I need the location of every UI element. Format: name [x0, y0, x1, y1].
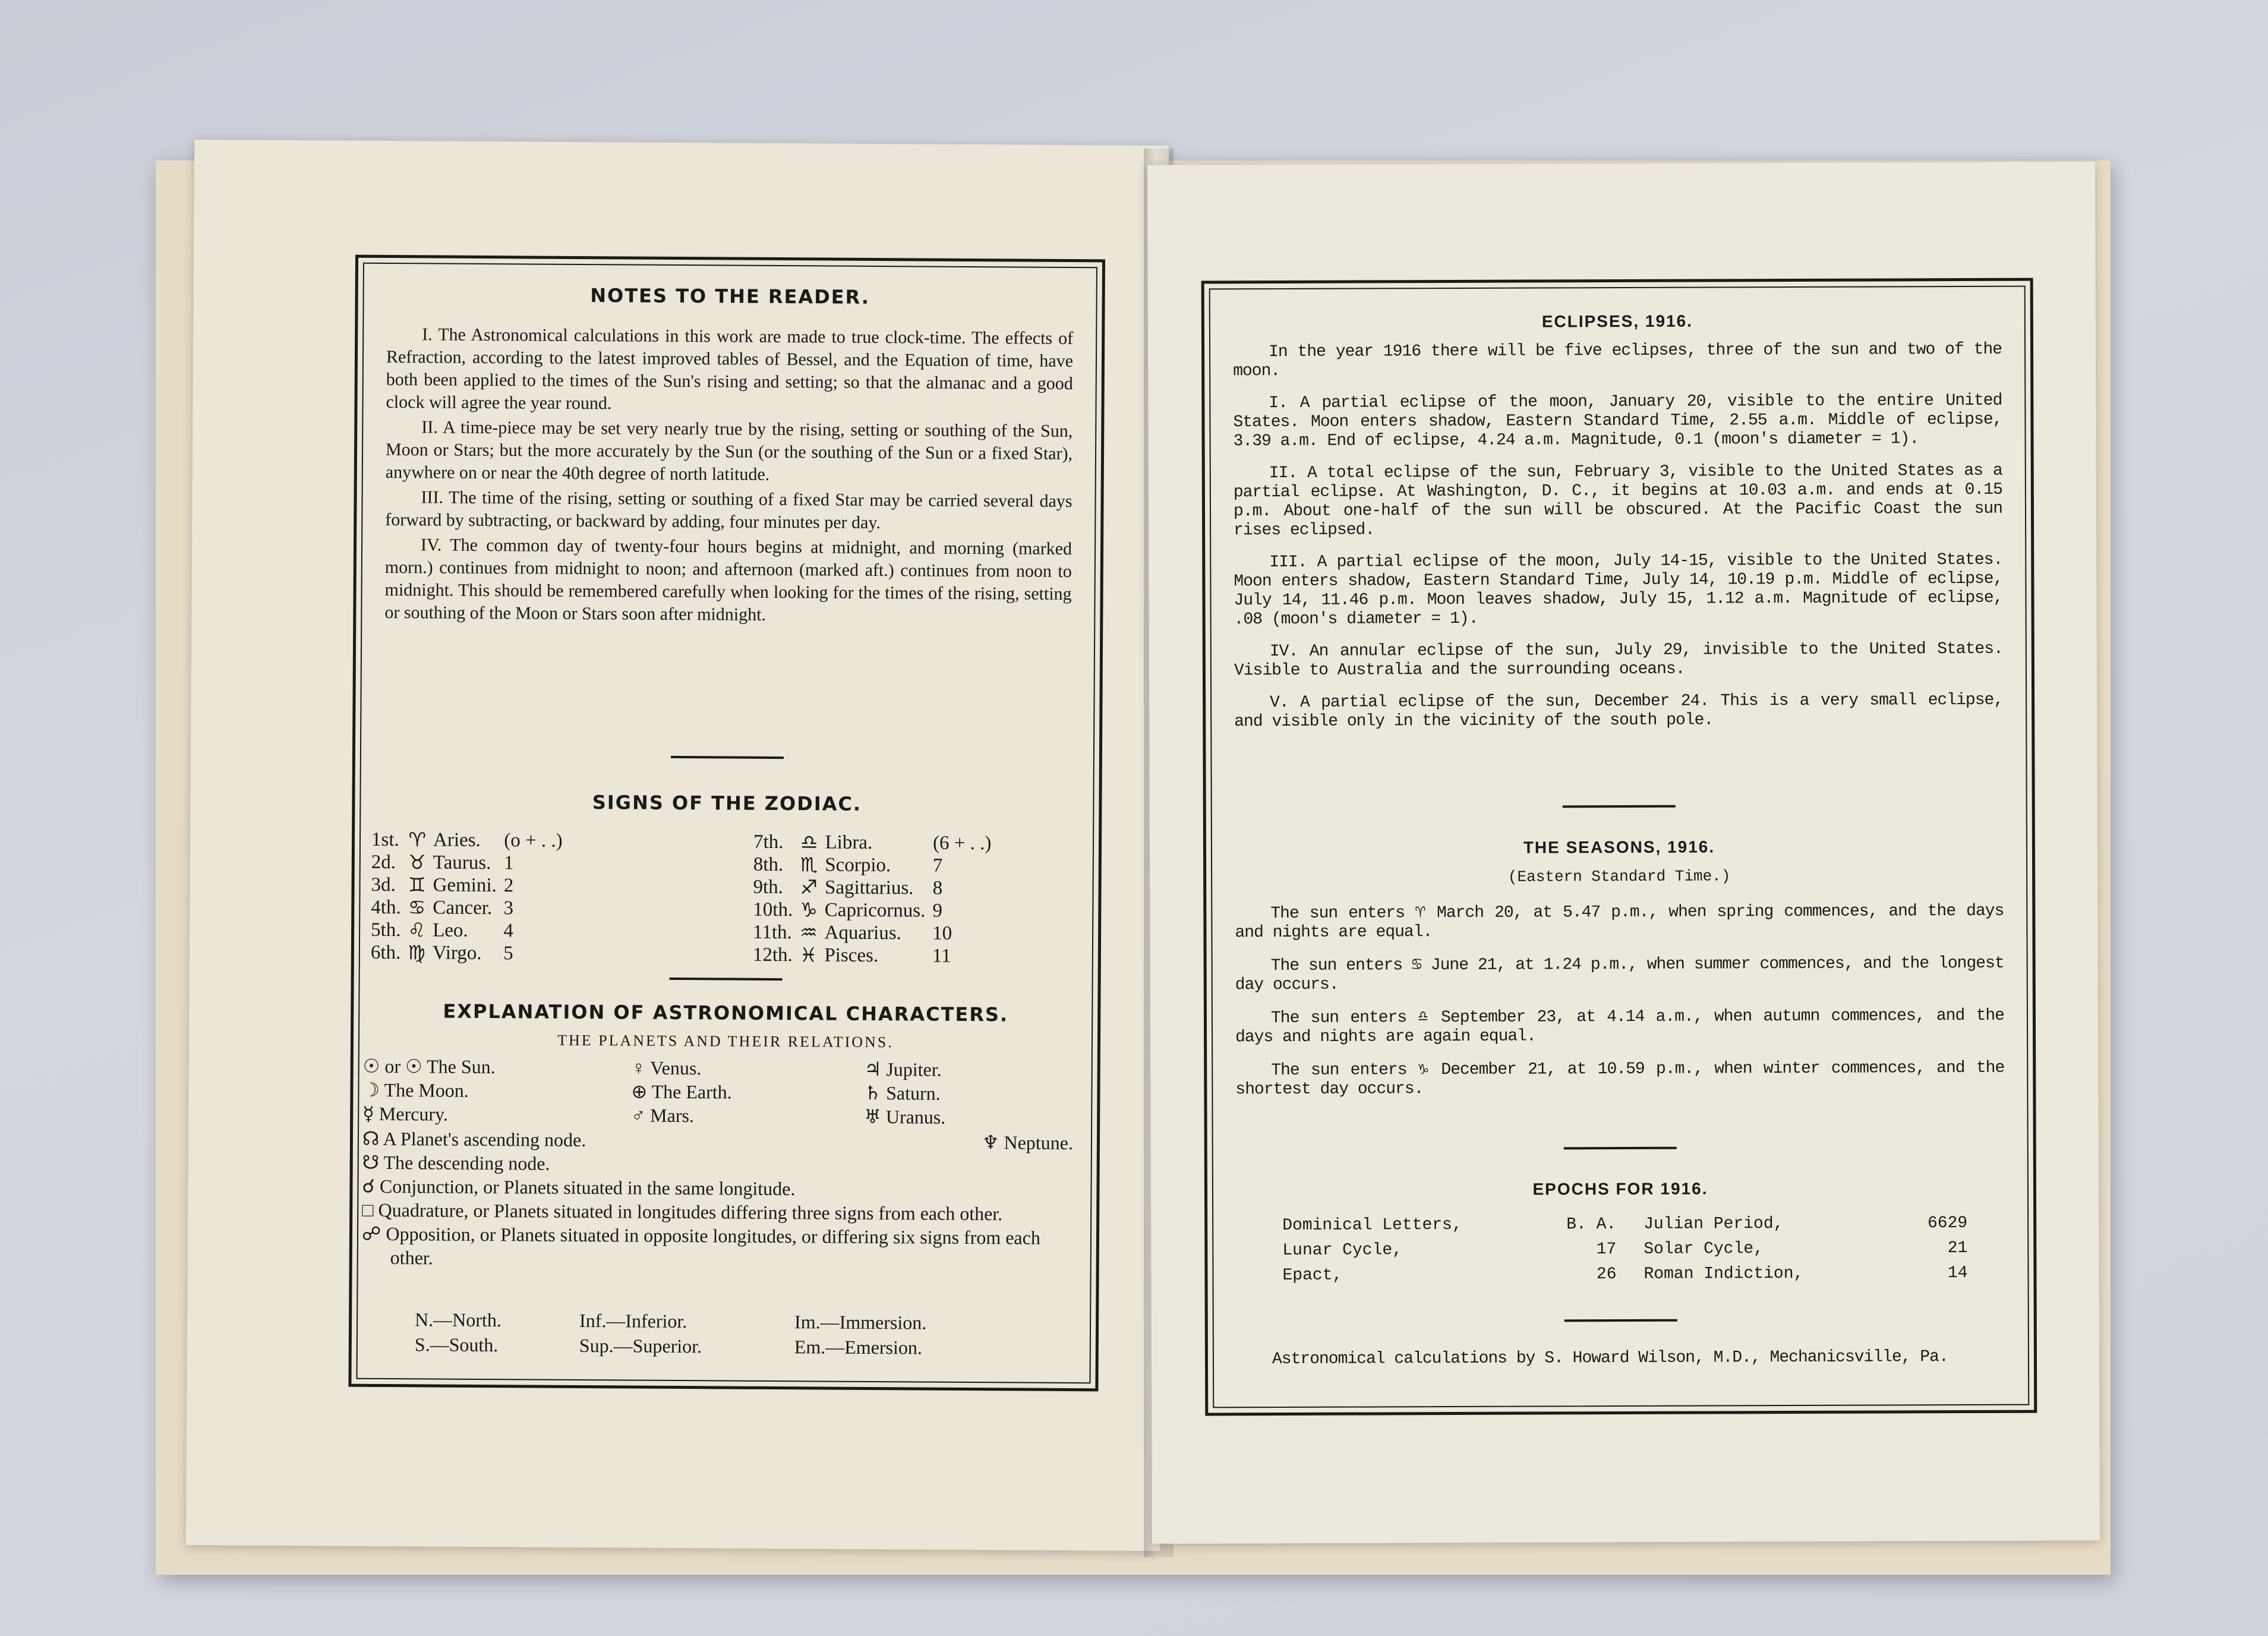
- capricorn-icon: ♑: [800, 898, 818, 922]
- seasons-body: [1235, 902, 2004, 1100]
- epoch-row: Lunar Cycle, 17 Solar Cycle, 21: [1282, 1238, 1968, 1260]
- seasons-title: THE SEASONS, 1916.: [1523, 837, 1715, 857]
- leo-icon: ♌: [408, 918, 426, 942]
- note-paragraph: II. A time-piece may be set very nearly true by the rising, setting or southing of the Sun, Moon or Stars; but the more accurately by the Sun (or the southing of the Sun or a fixed Star), anywhere on or near the 40th degree of north latitude.: [385, 417, 1073, 484]
- neptune-icon: ♆ Neptune.: [982, 1131, 1074, 1154]
- zodiac-row: 10th. ♑ Capricornus. 9: [753, 898, 943, 922]
- zodiac-row: 1st. ♈ Aries. (o + . .): [371, 828, 563, 852]
- epochs-title: EPOCHS FOR 1916.: [1532, 1179, 1708, 1199]
- abbreviation-row: S.—South. Sup.—Superior. Em.—Emersion.: [414, 1334, 923, 1358]
- eclipse-item: II. A total eclipse of the sun, February 3, visible to the United States as a partial eclipse. At Washington, D. C., it begins at 10.03 a.m. and ends at 0.15 p.m. About one-half of the sun will be obscured. At the Pacific Coast the sun rises eclipsed.: [1233, 461, 2003, 540]
- right-page-border: [1201, 278, 2037, 1416]
- planet-row: [359, 1054, 950, 1082]
- zodiac-row: 9th. ♐ Sagittarius. 8: [753, 875, 943, 899]
- zodiac-right-column: [749, 831, 995, 968]
- libra-icon: ♎: [800, 830, 818, 854]
- cancer-icon: ♋: [408, 896, 426, 919]
- eclipses-body: [1233, 341, 2003, 732]
- mercury-icon: ☿ Mercury.: [362, 1102, 449, 1125]
- seasons-subtitle: (Eastern Standard Time.): [1507, 867, 1731, 886]
- eclipse-item: IV. An annular eclipse of the sun, July 29, invisible to the United States. Visible to Australia and the surrounding oceans.: [1234, 639, 2003, 680]
- eclipse-item: III. A partial eclipse of the moon, July 14-15, visible to the United States. Moon enters shadow, Eastern Standard Time, July 14, 10.19 p.m. Middle of eclipse, July 14, 11.46 p.m. Moon leaves shadow, July 15, 1.12 a.m. Magnitude of eclipse, .08 (moon's diameter = 1).: [1234, 550, 2003, 629]
- zodiac-row: 2d. ♉ Taurus. 1: [371, 850, 514, 874]
- note-paragraph: IV. The common day of twenty-four hours begins at midnight, and morning (marked morn.) continues from midnight to noon; and afternoon (marked aft.) continues from noon to midnight. This should be remembered carefully when looking for the times of the rising, setting or southing of the Moon or Stars soon after midnight.: [384, 535, 1073, 625]
- zodiac-row: 4th. ♋ Cancer. 3: [371, 896, 514, 919]
- abbreviation-row: N.—North. Inf.—Inferior. Im.—Immersion.: [415, 1309, 927, 1334]
- scorpio-icon: ♏: [800, 853, 818, 877]
- right-page: [1147, 162, 2100, 1544]
- eclipses-intro: In the year 1916 there will be five eclipses, three of the sun and two of the moon.: [1233, 340, 2002, 381]
- credit-block: [1236, 1348, 2005, 1370]
- zodiac-row: 12th. ♓ Pisces. 11: [752, 943, 951, 967]
- aries-icon: ♈: [408, 828, 427, 852]
- zodiac-title: SIGNS OF THE ZODIAC.: [592, 791, 862, 815]
- descending-node-icon: ☋ The descending node.: [362, 1151, 550, 1174]
- epochs-table: [1279, 1211, 1971, 1288]
- credit-line: Astronomical calculations by S. Howard Wilson, M.D., Mechanicsville, Pa.: [1272, 1348, 1948, 1369]
- season-item: The sun enters ♑ December 21, at 10.59 p.m., when winter commences, and the shortest day occurs.: [1235, 1058, 2005, 1099]
- planet-row: [359, 1078, 949, 1105]
- zodiac-row: 5th. ♌ Leo. 4: [371, 918, 513, 942]
- quadrature-icon: □ Quadrature, or Planets situated in longitudes differing three signs from each other.: [362, 1199, 1003, 1225]
- eclipse-item: I. A partial eclipse of the moon, January 20, visible to the entire United States. Moon enters shadow, Eastern Standard Time, 2.55 a.m. Middle of eclipse, 3.39 a.m. End of eclipse, 4.24 a.m. Magnitude, 0.1 (moon's diameter = 1).: [1233, 391, 2002, 451]
- jupiter-icon: ♃ Jupiter.: [864, 1058, 942, 1080]
- season-item: The sun enters ♈ March 20, at 5.47 p.m., when spring commences, and the days and nights are equal.: [1235, 901, 2004, 942]
- venus-icon: ♀ Venus.: [631, 1057, 702, 1079]
- zodiac-row: 11th. ♒ Aquarius. 10: [752, 921, 952, 944]
- zodiac-left-column: [367, 828, 566, 965]
- conjunction-icon: ☌ Conjunction, or Planets situated in the same longitude.: [362, 1175, 796, 1200]
- planets-table: [359, 1054, 950, 1129]
- moon-icon: ☽ The Moon.: [362, 1079, 469, 1101]
- zodiac-row: 6th. ♍ Virgo. 5: [370, 941, 513, 964]
- planet-row: [359, 1102, 949, 1129]
- sun-icon: ☉ or ☉ The Sun.: [362, 1055, 496, 1078]
- opposition-icon: ☍ Opposition, or Planets situated in opposite longitudes, or differing six signs from each other.: [361, 1222, 1040, 1269]
- eclipse-item: V. A partial eclipse of the sun, December 24. This is a very small eclipse, and visible only in the vicinity of the south pole.: [1234, 691, 2004, 732]
- mars-icon: ♂ Mars.: [631, 1104, 695, 1127]
- zodiac-row: 7th. ♎ Libra. (6 + . .): [753, 830, 992, 855]
- saturn-icon: ♄ Saturn.: [864, 1082, 941, 1104]
- divider-rule: [1564, 1319, 1677, 1322]
- epoch-row: Epact, 26 Roman Indiction, 14: [1282, 1263, 1968, 1285]
- sagittarius-icon: ♐: [800, 875, 818, 899]
- zodiac-row: 8th. ♏ Scorpio. 7: [753, 853, 943, 877]
- gemini-icon: ♊: [408, 873, 426, 897]
- divider-rule: [1564, 1147, 1677, 1150]
- note-paragraph: III. The time of the rising, setting or southing of a fixed Star may be carried several days forward by subtracting, or backward by adding, four minutes per day.: [385, 487, 1073, 533]
- notes-body: [384, 323, 1073, 628]
- zodiac-row: 3d. ♊ Gemini. 2: [371, 873, 514, 897]
- eclipses-title: ECLIPSES, 1916.: [1541, 311, 1693, 331]
- season-item: The sun enters ♎ September 23, at 4.14 a.m., when autumn commences, and the days and nights are again equal.: [1235, 1006, 2005, 1047]
- divider-rule: [1563, 805, 1676, 808]
- taurus-icon: ♉: [408, 850, 426, 874]
- epoch-row: Dominical Letters, B. A. Julian Period, 6629: [1282, 1213, 1968, 1235]
- characters-subtitle: THE PLANETS AND THEIR RELATIONS.: [557, 1031, 894, 1051]
- left-page-border: [348, 255, 1105, 1392]
- notes-title: NOTES TO THE READER.: [590, 284, 870, 308]
- pisces-icon: ♓: [799, 943, 818, 967]
- characters-title: EXPLANATION OF ASTRONOMICAL CHARACTERS.: [443, 1000, 1009, 1026]
- left-page: [186, 140, 1169, 1551]
- uranus-icon: ♅ Uranus.: [864, 1105, 946, 1128]
- note-paragraph: I. The Astronomical calculations in this work are made to true clock-time. The effects of Refraction, according to the latest improved tables of Bessel, and the Equation of time, have both been applied to the times of the Sun's rising and setting; so that the almanac and a good clock will agree the year round.: [386, 324, 1074, 414]
- relations-list: [362, 1127, 1079, 1274]
- season-item: The sun enters ♋ June 21, at 1.24 p.m., when summer commences, and the longest day occurs.: [1235, 954, 2004, 995]
- aquarius-icon: ♒: [799, 921, 818, 944]
- virgo-icon: ♍: [408, 941, 426, 964]
- ascending-node-icon: ☊ A Planet's ascending node.: [362, 1127, 586, 1151]
- abbreviations-table: [411, 1307, 930, 1360]
- earth-icon: ⊕ The Earth.: [631, 1080, 732, 1103]
